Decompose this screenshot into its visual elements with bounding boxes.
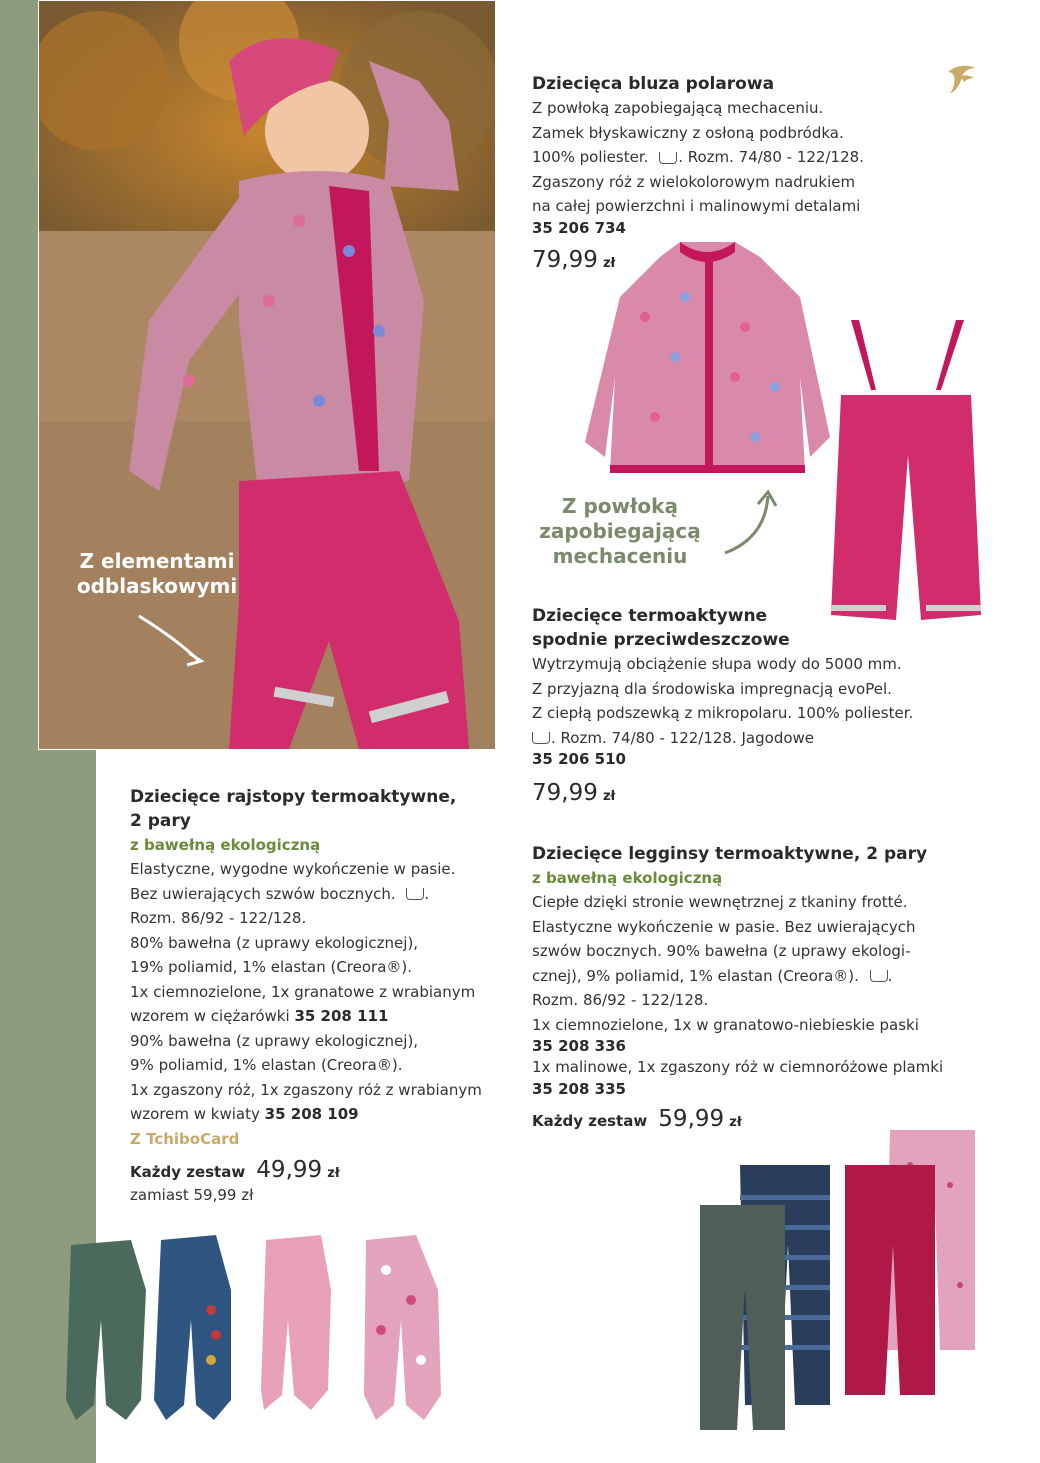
fleece-article: 35 206 734 <box>532 218 626 237</box>
fleece-callout <box>520 494 720 569</box>
leggings-each-set: Każdy zestaw <box>532 1111 648 1130</box>
hero-callout <box>57 549 257 599</box>
wash-icon <box>659 152 677 164</box>
leggings-article1: 35 208 336 <box>532 1037 626 1055</box>
fleece-callout-line: mechaceniu <box>552 544 688 568</box>
rainpants-line: Wytrzymują obciążenie słupa wody do 5000 mm. <box>532 655 902 673</box>
leggings-currency: zł <box>729 1114 742 1130</box>
rainpants-block <box>532 604 1002 806</box>
tchibocard-label: Z TchiboCard <box>130 1129 240 1148</box>
rainpants-line: Z ciepłą podszewką z mikropolaru. 100% poliester. <box>532 704 914 722</box>
rainpants-price-row <box>532 780 1002 806</box>
fleece-line: na całej powierzchni i malinowymi detalami <box>532 197 861 215</box>
wash-icon <box>870 970 888 982</box>
tights-line: 90% bawełna (z uprawy ekologicznej), <box>130 1031 419 1050</box>
leggings-image <box>695 1125 985 1435</box>
fleece-line: Zgaszony róż z wielokolorowym nadrukiem <box>532 172 856 191</box>
rainpants-price: 79,99 <box>532 780 598 806</box>
leggings-article2: 35 208 335 <box>532 1079 626 1098</box>
hero-callout-line1: Z elementami <box>79 549 235 573</box>
leggings-line <box>532 964 1012 989</box>
tights-image <box>66 1230 456 1430</box>
tights-block <box>130 785 530 1207</box>
tights-seams: Bez uwierających szwów bocznych. <box>130 884 396 903</box>
tights-line: 1x zgaszony róż, 1x zgaszony róż z wrabianym <box>130 1080 482 1099</box>
fleece-line: Z powłoką zapobiegającą mechaceniu. <box>532 99 824 117</box>
rainpants-line <box>532 726 1002 751</box>
tights-was-price: zamiast 59,99 zł <box>130 1185 254 1204</box>
rainpants-currency: zł <box>602 789 616 804</box>
tights-variant2: wzorem w kwiaty <box>130 1105 260 1123</box>
leggings-material: cznej), 9% poliamid, 1% elastan (Creora®). <box>532 966 859 985</box>
tights-line <box>130 1102 530 1127</box>
fleece-callout-line: zapobiegającą <box>539 519 701 543</box>
tights-line: 1x ciemnozielone, 1x granatowe z wrabianym <box>130 982 476 1001</box>
tights-price-row <box>130 1157 530 1183</box>
leggings-line: Rozm. 86/92 - 122/128. <box>532 991 709 1009</box>
leggings-eco-label: z bawełną ekologiczną <box>532 869 723 887</box>
leggings-line: Elastyczne wykończenie w pasie. Bez uwierających <box>532 917 916 936</box>
tights-article1: 35 208 111 <box>294 1007 389 1025</box>
fleece-callout-line: Z powłoką <box>562 494 678 518</box>
leggings-dot: . <box>887 966 893 985</box>
leggings-line: 1x ciemnozielone, 1x w granatowo-niebieskie paski <box>532 1015 919 1034</box>
fleece-currency: zł <box>602 255 616 271</box>
tights-title: Dziecięce rajstopy termoaktywne, <box>130 787 457 807</box>
tights-line: 80% bawełna (z uprawy ekologicznej), <box>130 933 419 952</box>
leggings-line: szwów bocznych. 90% bawełna (z uprawy ekologi- <box>532 942 911 960</box>
tights-title: 2 pary <box>130 811 191 831</box>
rainpants-line: Z przyjazną dla środowiska impregnacją evoPel. <box>532 679 892 698</box>
tights-dot: . <box>424 884 430 903</box>
leggings-line: 1x malinowe, 1x zgaszony róż w ciemnoróżowe plamki <box>532 1058 944 1076</box>
hero-photo <box>38 0 496 750</box>
tights-line: 19% poliamid, 1% elastan (Creora®). <box>130 958 413 976</box>
rainpants-size: . Rozm. 74/80 - 122/128. Jagodowe <box>551 728 815 747</box>
wash-icon <box>532 732 550 744</box>
fleece-jacket-image <box>585 237 835 487</box>
wash-icon <box>406 888 424 900</box>
leggings-line: Ciepłe dzięki stronie wewnętrznej z tkaniny frotté. <box>532 893 908 911</box>
fleece-size: . Rozm. 74/80 - 122/128. <box>678 148 864 166</box>
leggings-title: Dziecięce legginsy termoaktywne, 2 pary <box>532 844 928 864</box>
rainpants-title: spodnie przeciwdeszczowe <box>532 630 790 650</box>
tights-line: 9% poliamid, 1% elastan (Creora®). <box>130 1056 403 1074</box>
fleece-line <box>532 145 952 170</box>
tights-variant1: wzorem w ciężarówki <box>130 1007 290 1025</box>
tights-eco-label: z bawełną ekologiczną <box>130 836 321 854</box>
tights-line: Elastyczne, wygodne wykończenie w pasie. <box>130 860 456 878</box>
hero-callout-line2: odblaskowymi <box>76 574 238 598</box>
callout-arrow-icon <box>720 488 780 558</box>
tights-line <box>130 882 530 907</box>
rainpants-article: 35 206 510 <box>532 750 626 768</box>
fleece-line: Zamek błyskawiczny z osłoną podbródka. <box>532 123 844 142</box>
tights-line <box>130 1004 530 1029</box>
fleece-title: Dziecięca bluza polarowa <box>532 74 775 94</box>
leggings-block <box>532 842 1012 1132</box>
hero-illustration <box>39 1 495 749</box>
rainpants-title: Dziecięce termoaktywne <box>532 606 768 626</box>
tights-article2: 35 208 109 <box>264 1105 359 1123</box>
fleece-material: 100% poliester. <box>532 148 649 166</box>
leggings-price: 59,99 <box>658 1105 725 1132</box>
tights-price: 49,99 <box>256 1156 323 1183</box>
tights-currency: zł <box>327 1165 340 1181</box>
tights-line: Rozm. 86/92 - 122/128. <box>130 909 307 927</box>
fleece-price: 79,99 <box>532 246 598 273</box>
tights-each-set: Każdy zestaw <box>130 1162 246 1181</box>
